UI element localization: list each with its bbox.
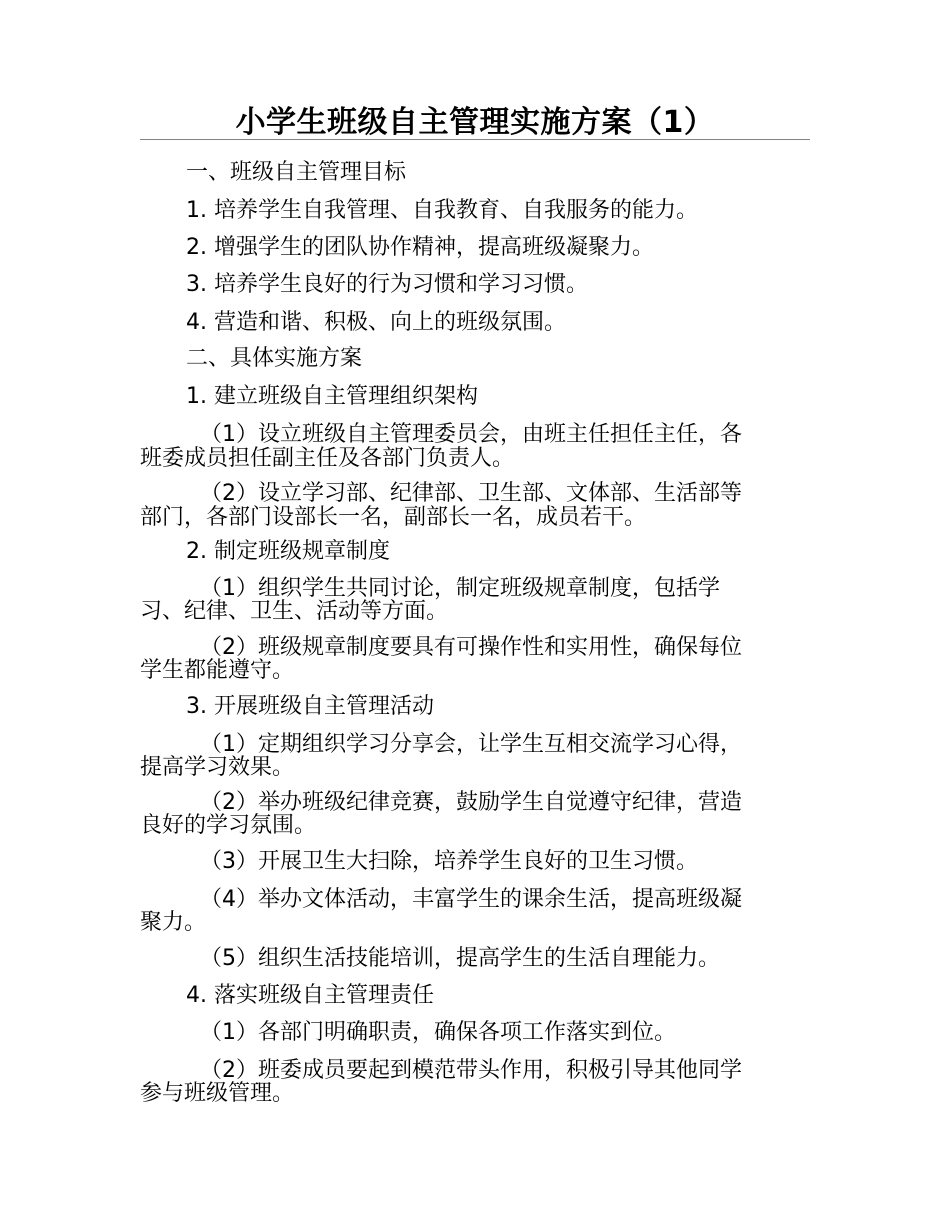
subsection-heading: 4. 落实班级自主管理责任 <box>186 983 434 1008</box>
list-item: 2. 增强学生的团队协作精神，提高班级凝聚力。 <box>186 235 654 260</box>
paragraph-line: 习、纪律、卫生、活动等方面。 <box>140 599 449 624</box>
paragraph-line: 良好的学习氛围。 <box>140 813 317 838</box>
paragraph-line: 聚力。 <box>140 910 207 935</box>
subsection-heading: 1. 建立班级自主管理组织架构 <box>186 384 478 409</box>
subsection-heading: 3. 开展班级自主管理活动 <box>186 694 434 719</box>
paragraph-line: （1）各部门明确职责，确保各项工作落实到位。 <box>200 1020 676 1045</box>
paragraph-line: （5）组织生活技能培训，提高学生的生活自理能力。 <box>200 946 720 971</box>
paragraph-line: 部门，各部门设部长一名，副部长一名，成员若干。 <box>140 505 647 530</box>
list-item: 4. 营造和谐、积极、向上的班级氛围。 <box>186 310 566 335</box>
paragraph-line: （1）定期组织学习分享会，让学生互相交流学习心得， <box>200 732 742 757</box>
paragraph-line: （2）举办班级纪律竞赛，鼓励学生自觉遵守纪律，营造 <box>200 790 742 815</box>
paragraph-line: （1）设立班级自主管理委员会，由班主任担任主任，各 <box>200 422 742 447</box>
paragraph-line: （2）班级规章制度要具有可操作性和实用性，确保每位 <box>200 635 742 660</box>
paragraph-line: 参与班级管理。 <box>140 1081 295 1106</box>
section-heading: 二、具体实施方案 <box>186 346 363 371</box>
paragraph-line: 提高学习效果。 <box>140 755 295 780</box>
section-heading: 一、班级自主管理目标 <box>186 160 407 185</box>
paragraph-line: 班委成员担任副主任及各部门负责人。 <box>140 446 515 471</box>
paragraph-line: （2）设立学习部、纪律部、卫生部、文体部、生活部等 <box>200 481 742 506</box>
document-title: 小学生班级自主管理实施方案（1） <box>235 105 715 140</box>
paragraph-line: 学生都能遵守。 <box>140 658 295 683</box>
subsection-heading: 2. 制定班级规章制度 <box>186 539 390 564</box>
paragraph-line: （3）开展卫生大扫除，培养学生良好的卫生习惯。 <box>200 849 698 874</box>
paragraph-line: （1）组织学生共同讨论，制定班级规章制度，包括学 <box>200 576 720 601</box>
list-item: 3. 培养学生良好的行为习惯和学习习惯。 <box>186 272 588 297</box>
title-underline <box>140 139 810 140</box>
list-item: 1. 培养学生自我管理、自我教育、自我服务的能力。 <box>186 198 698 223</box>
paragraph-line: （2）班委成员要起到模范带头作用，积极引导其他同学 <box>200 1058 742 1083</box>
paragraph-line: （4）举办文体活动，丰富学生的课余生活，提高班级凝 <box>200 887 742 912</box>
